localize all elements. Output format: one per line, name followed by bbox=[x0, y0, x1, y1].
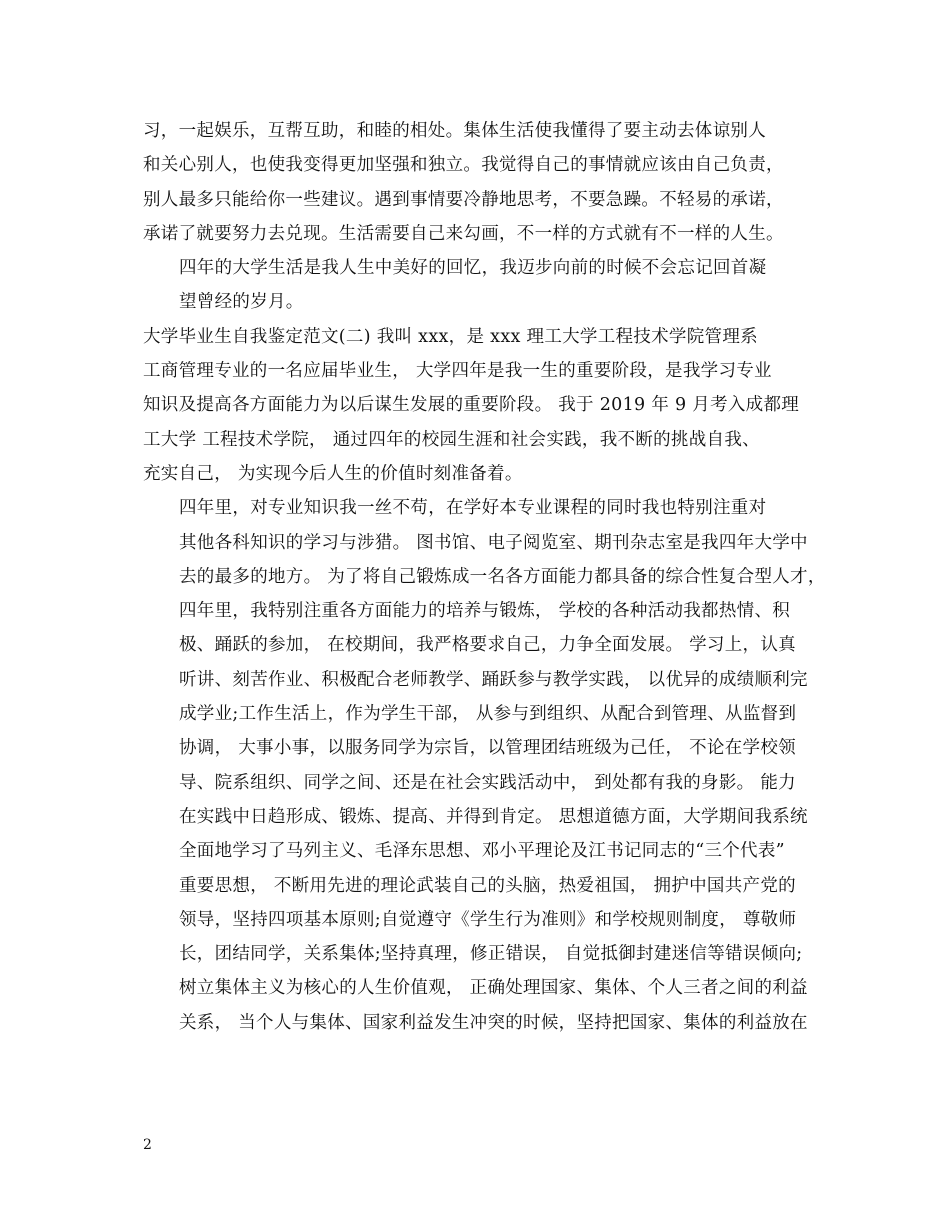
text-line: 望曾经的岁月。 bbox=[179, 292, 304, 313]
text-line: 别人最多只能给你一些建议。遇到事情要冷静地思考，不要急躁。不轻易的承诺， bbox=[143, 189, 784, 210]
page-number: 2 bbox=[143, 1137, 152, 1153]
paragraph bbox=[143, 251, 823, 320]
text-line: 导、院系组织、同学之间、还是在社会实践活动中， 到处都有我的身影。 能力 bbox=[179, 772, 796, 793]
text-line: 听讲、刻苦作业、积极配合老师教学、踊跃参与教学实践， 以优异的成绩顺利完 bbox=[179, 669, 808, 690]
text-line: 领导，坚持四项基本原则;自觉遵守《学生行为准则》和学校规则制度， 尊敬师 bbox=[179, 909, 797, 930]
text-line: 四年里，对专业知识我一丝不苟，在学好本专业课程的同时我也特别注重对 bbox=[179, 498, 767, 519]
text-line: 工大学 工程技术学院， 通过四年的校园生涯和社会实践，我不断的挑战自我、 bbox=[143, 429, 760, 450]
paragraph bbox=[143, 491, 826, 1040]
text-line: 去的最多的地方。 为了将自己锻炼成一名各方面能力都具备的综合性复合型人才， bbox=[179, 566, 826, 587]
text-line: 树立集体主义为核心的人生价值观， 正确处理国家、集体、个人三者之间的利益 bbox=[179, 978, 808, 999]
text-line: 充实自己， 为实现今后人生的价值时刻准备着。 bbox=[143, 463, 523, 484]
text-line: 四年里，我特别注重各方面能力的培养与锻炼， 学校的各种活动我都热情、积 bbox=[179, 601, 791, 622]
text-line: 重要思想， 不断用先进的理论武装自己的头脑，热爱祖国， 拥护中国共产党的 bbox=[179, 875, 796, 896]
text-line: 知识及提高各方面能力为以后谋生发展的重要阶段。 我于 2019 年 9 月考入成都理 bbox=[143, 395, 800, 416]
text-line: 极、踊跃的参加， 在校期间，我严格要求自己，力争全面发展。 学习上，认真 bbox=[179, 635, 796, 656]
text-line: 习，一起娱乐，互帮互助，和睦的相处。集体生活使我懂得了要主动去体谅别人 bbox=[143, 121, 766, 141]
text-line: 承诺了就要努力去兑现。生活需要自己来勾画，不一样的方式就有不一样的人生。 bbox=[143, 223, 784, 244]
text-line: 协调， 大事小事，以服务同学为宗旨，以管理团结班级为己任， 不论在学校领 bbox=[179, 738, 796, 759]
paragraph bbox=[143, 114, 823, 251]
text-line: 全面地学习了马列主义、毛泽东思想、邓小平理论及江书记同志的“三个代表” bbox=[179, 841, 785, 862]
body-text bbox=[143, 114, 826, 1040]
text-line: 其他各科知识的学习与涉猎。 图书馆、电子阅览室、期刊杂志室是我四年大学中 bbox=[179, 532, 808, 553]
text-line: 四年的大学生活是我人生中美好的回忆，我迈步向前的时候不会忘记回首凝 bbox=[179, 258, 767, 279]
text-line: 关系， 当个人与集体、国家利益发生冲突的时候，坚持把国家、集体的利益放在 bbox=[179, 1012, 808, 1033]
text-line: 和关心别人，也使我变得更加坚强和独立。我觉得自己的事情就应该由自己负责， bbox=[143, 155, 784, 176]
text-line: 大学毕业生自我鉴定范文(二) 我叫 xxx，是 xxx 理工大学工程技术学院管理系 bbox=[143, 326, 758, 347]
text-line: 长，团结同学，关系集体;坚持真理，修正错误， 自觉抵御封建迷信等错误倾向; bbox=[179, 944, 803, 965]
text-line: 工商管理专业的一名应届毕业生， 大学四年是我一生的重要阶段，是我学习专业 bbox=[143, 361, 772, 382]
text-line: 在实践中日趋形成、锻炼、提高、并得到肯定。 思想道德方面，大学期间我系统 bbox=[179, 806, 808, 827]
paragraph bbox=[143, 320, 823, 491]
text-line: 成学业;工作生活上，作为学生干部， 从参与到组织、从配合到管理、从监督到 bbox=[179, 704, 797, 725]
